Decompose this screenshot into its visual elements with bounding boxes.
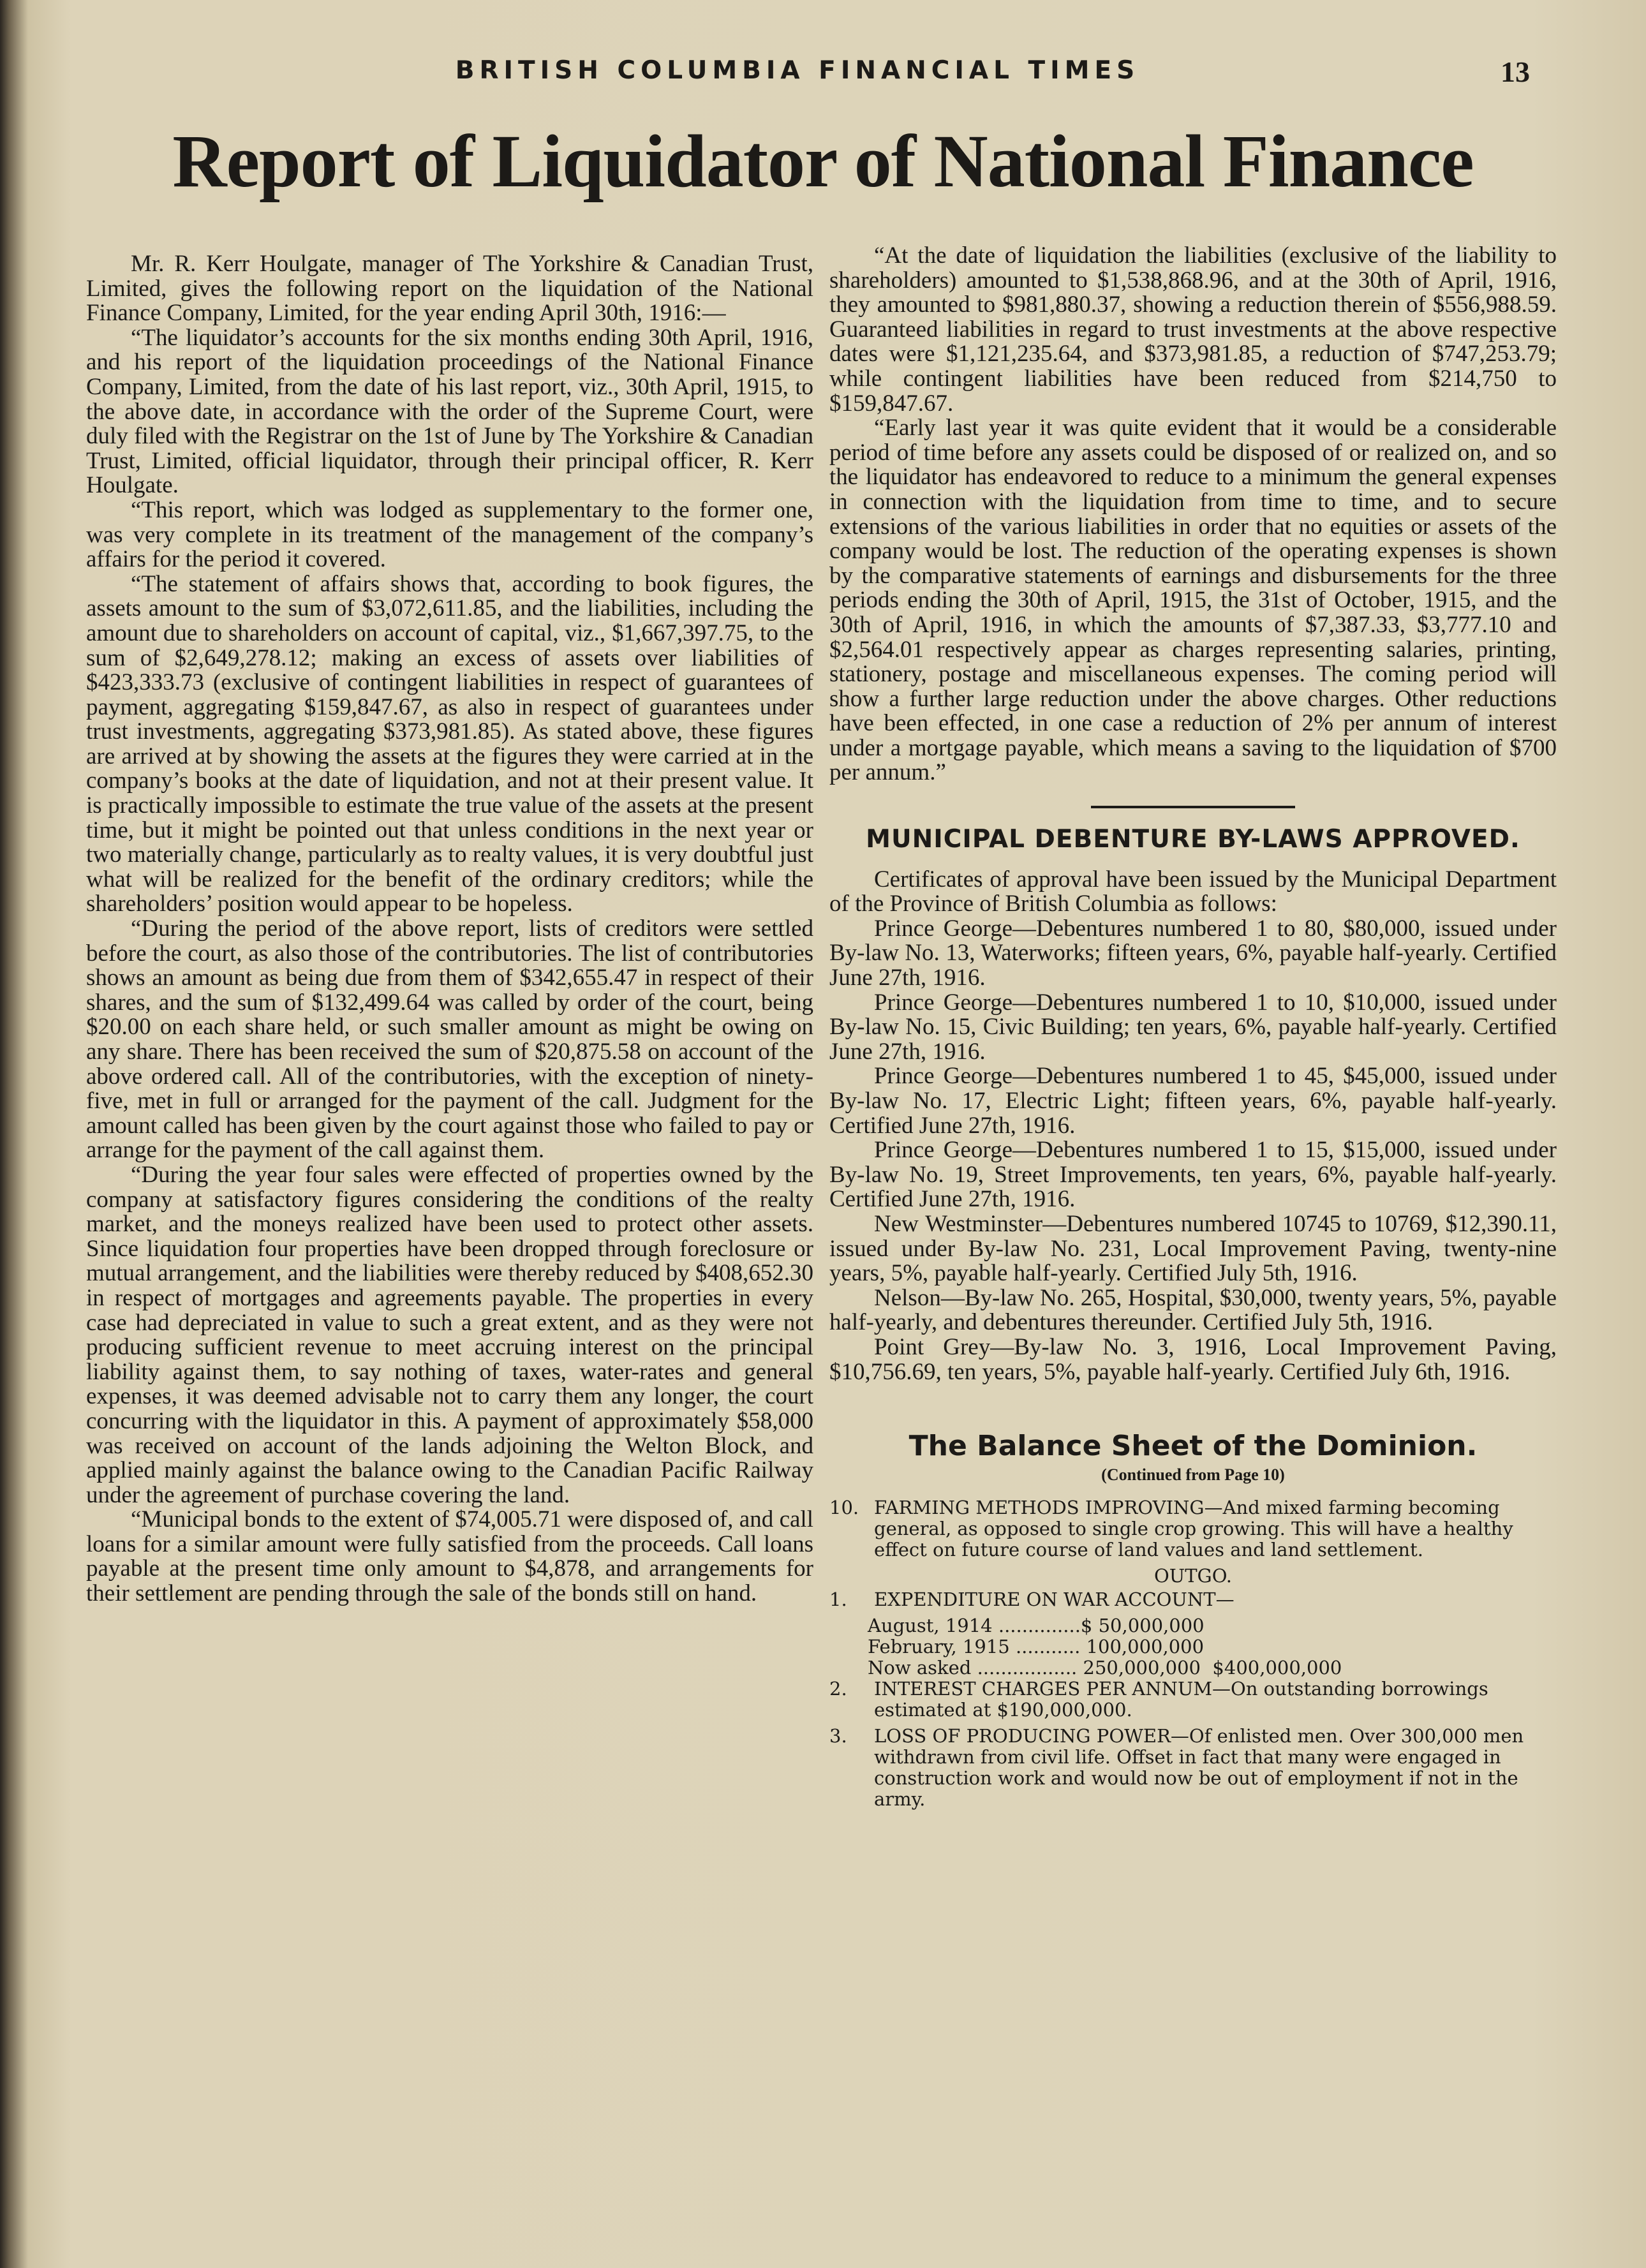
balance-sheet-item xyxy=(829,1589,1557,1610)
bylaw-item: Prince George—Debentures numbered 1 to 15, $15,000, issued under By-law No. 19, Street Improvements, ten years, 6%, payable half-yearly. Certified June 27th, 1916. xyxy=(829,1137,1557,1213)
balance-sheet-item xyxy=(829,1726,1557,1810)
item-number: 10. xyxy=(829,1497,859,1519)
balance-sheet-item xyxy=(829,1497,1557,1560)
outgo-heading: OUTGO. xyxy=(1153,1565,1233,1587)
article-paragraph: “Municipal bonds to the extent of $74,005.71 were disposed of, and call loans for a similar amount were fully satisfied from the proceeds. Call loans payable at the present time only amount to $4,878, and arrangements for their settlement are pending through the sale of the bonds still on hand. xyxy=(86,1506,813,1607)
item-text: INTEREST CHARGES PER ANNUM—On outstanding borrowings estimated at $190,000,000. xyxy=(874,1678,1488,1721)
article-paragraph: “The statement of affairs shows that, according to book figures, the assets amount to the sum of $3,072,611.85, and the liabilities, including the amount due to shareholders on account of capital, viz., $1,667,397.75, to the sum of $2,649,278.12; making an excess of assets over liabilities of $423,333.73 (exclusive of contingent liabilities in respect of guarantees of payment, aggregating $159,847.67, as also in respect of guarantees under trust investments, aggregating $373,981.85). As stated above, these figures are arrived at by showing the assets at the figures they were carried at in the company’s books at the date of liquidation, and not at their present value. It is practically impossible to estimate the true value of the assets at the present time, but it might be pointed out that unless conditions in the next year or two materially change, particularly as to realty values, it is very doubtful just what will be realized for the benefit of the ordinary creditors; while the shareholders’ position would appear to be hopeless. xyxy=(86,570,813,917)
article-paragraph: “At the date of liquidation the liabilities (exclusive of the liability to shareholders) amounted to $1,538,868.96, and at the 30th of April, 1916, they amounted to $981,880.37, showing a reduction therein of $556,988.59. Guaranteed liabilities in regard to trust investments at the above respective dates were $1,121,235.64, and $373,981.85, a reduction of $747,253.79; while contingent liabilities have been reduced from $214,750 to $159,847.67. xyxy=(829,242,1557,417)
bylaw-item: Prince George—Debentures numbered 1 to 80, $80,000, issued under By-law No. 13, Waterworks; fifteen years, 6%, payable half-yearly. Certified June 27th, 1916. xyxy=(829,915,1557,991)
war-expenditure-line: February, 1915 ........... 100,000,000 xyxy=(868,1636,1205,1658)
item-text: EXPENDITURE ON WAR ACCOUNT— xyxy=(874,1589,1234,1611)
bylaw-item: New Westminster—Debentures numbered 10745 to 10769, $12,390.11, issued under By-law No. 231, Local Improvement Paving, twenty-nine years, 5%, payable half-yearly. Certified July 5th, 1916. xyxy=(829,1210,1557,1287)
publication-header: BRITISH COLUMBIA FINANCIAL TIMES xyxy=(455,56,1140,85)
right-column xyxy=(829,244,1557,1815)
item-number: 3. xyxy=(829,1725,847,1747)
article-paragraph: “During the period of the above report, lists of creditors were settled before the court, as also those of the contributories. The list of contributories shows an amount as being due from them of $342,655.47 in respect of their shares, and the sum of $132,499.64 was called by order of the court, being $20.00 on each share held, or such smaller amount as might be owing on any share. There has been received the sum of $20,875.58 on account of the above ordered call. All of the contributories, with the exception of ninety-five, met in full or arranged for the payment of the call. Judgment for the amount called has been given by the court against those who failed to pay or arrange for the payment of the call against them. xyxy=(86,915,813,1164)
war-expenditure-line: August, 1914 ..............$ 50,000,000 xyxy=(868,1615,1205,1637)
bylaw-item: Prince George—Debentures numbered 1 to 10, $10,000, issued under By-law No. 15, Civic Building; ten years, 6%, payable half-yearly. Certified June 27th, 1916. xyxy=(829,989,1557,1065)
war-expenditure-line: Now asked ................. 250,000,000 $400,000,000 xyxy=(868,1657,1342,1679)
left-column xyxy=(86,252,813,1606)
article-paragraph: “This report, which was lodged as supplementary to the former one, was very complete in its treatment of the management of the company’s affairs for the period it covered. xyxy=(86,496,813,573)
debentures-heading: MUNICIPAL DEBENTURE BY-LAWS APPROVED. xyxy=(866,825,1520,854)
balance-sheet-item xyxy=(829,1679,1557,1721)
article-paragraph: “Early last year it was quite evident that it would be a considerable period of time before any assets could be disposed of or realized on, and so the liquidator has endeavored to reduce to a minimum the general expenses in connection with the liquidation from time to time, and to secure extensions of the various liabilities in order that no equities or assets of the company would be lost. The reduction of the operating expenses is shown by the comparative statements of earnings and disbursements for the three periods ending the 30th of April, 1915, the 31st of October, 1915, and the 30th of April, 1916, in which the amounts of $7,387.33, $3,777.10 and $2,564.01 respectively appear as charges representing salaries, printing, stationery, postage and miscellaneous expenses. The coming period will show a further large reduction under the above charges. Other reductions have been effected, in one case a reduction of 2% per annum of interest under a mortgage payable, which means a saving to the liquidation of $700 per annum.” xyxy=(829,415,1557,786)
article-paragraph: “During the year four sales were effected of properties owned by the company at satisfactory figures considering the conditions of the realty market, and the moneys realized have been used to protect other assets. Since liquidation four properties have been dropped through foreclosure or mutual arrangement, and the liabilities were thereby reduced by $408,652.30 in respect of mortgages and agreements payable. The properties in every case had depreciated in value to such a great extent, and as they were not producing sufficient revenue to meet accruing interest on the principal liability against them, to say nothing of taxes, water-rates and general expenses, it was deemed advisable not to carry them any longer, the court concurring with the liquidator in this. A payment of approximately $58,000 was received on account of the lands adjoining the Welton Block, and applied mainly against the balance owing to the Canadian Pacific Railway under the agreement of purchase covering the land. xyxy=(86,1161,813,1508)
debentures-intro: Certificates of approval have been issued by the Municipal Department of the Province of British Columbia as follows: xyxy=(829,866,1557,917)
article-paragraph: “The liquidator’s accounts for the six months ending 30th April, 1916, and his report of the liquidation proceedings of the National Finance Company, Limited, from the date of his last report, viz., 30th April, 1915, to the above date, in accordance with the order of the Supreme Court, were duly filed with the Registrar on the 1st of June by The Yorkshire & Canadian Trust, Limited, official liquidator, through their principal officer, R. Kerr Houlgate. xyxy=(86,324,813,499)
article-paragraph: Mr. R. Kerr Houlgate, manager of The Yorkshire & Canadian Trust, Limited, gives the following report on the liquidation of the National Finance Company, Limited, for the year ending April 30th, 1916:— xyxy=(86,251,813,327)
balance-sheet-list xyxy=(829,1497,1557,1810)
article-title: Report of Liquidator of National Finance xyxy=(172,119,1474,203)
section-divider xyxy=(1091,806,1295,808)
bylaw-item: Prince George—Debentures numbered 1 to 45, $45,000, issued under By-law No. 17, Electric Light; fifteen years, 6%, payable half-yearly. Certified June 27th, 1916. xyxy=(829,1063,1557,1139)
bylaw-item: Nelson—By-law No. 265, Hospital, $30,000, twenty years, 5%, payable half-yearly, and debentures thereunder. Certified July 5th, 1916. xyxy=(829,1284,1557,1336)
item-number: 2. xyxy=(829,1678,847,1700)
continued-note: (Continued from Page 10) xyxy=(1101,1465,1285,1484)
item-text: FARMING METHODS IMPROVING—And mixed farming becoming general, as opposed to single crop growing. This will have a healthy effect on future course of land values and land settlement. xyxy=(874,1497,1513,1561)
page-number: 13 xyxy=(1501,56,1530,88)
item-number: 1. xyxy=(829,1589,847,1611)
bylaw-item: Point Grey—By-law No. 3, 1916, Local Improvement Paving, $10,756.69, ten years, 5%, payable half-yearly. Certified July 6th, 1916. xyxy=(829,1333,1557,1385)
balance-sheet-title: The Balance Sheet of the Dominion. xyxy=(908,1430,1478,1463)
item-text: LOSS OF PRODUCING POWER—Of enlisted men. Over 300,000 men withdrawn from civil life. Offset in fact that many were engaged in construction work and would now be out of employment if not in the army. xyxy=(874,1725,1524,1811)
